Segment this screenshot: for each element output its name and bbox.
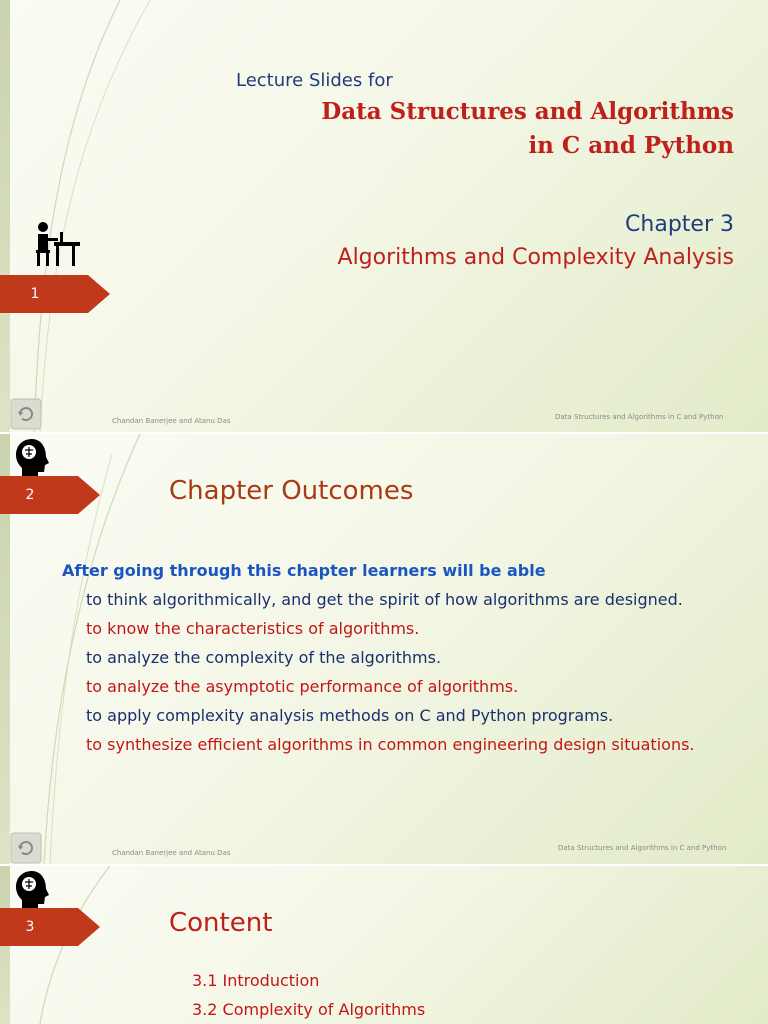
slide-number-tab xyxy=(0,275,88,313)
list-item xyxy=(192,970,425,999)
outcome-item: to apply complexity analysis methods on C and Python programs. xyxy=(86,706,614,725)
content-item: 3.2 Complexity of Algorithms xyxy=(192,1000,426,1019)
footer-authors: Chandan Banerjee and Atanu Das xyxy=(112,849,231,857)
book-title-line-2: in C and Python xyxy=(528,132,734,159)
tab-arrow xyxy=(88,275,110,313)
list-item xyxy=(192,999,425,1024)
outcome-item: to think algorithmically, and get the spirit of how algorithms are designed. xyxy=(86,590,683,609)
slide-heading: Content xyxy=(169,908,273,938)
tab-arrow xyxy=(78,476,100,514)
tab-arrow xyxy=(78,908,100,946)
content-item: 3.1 Introduction xyxy=(192,971,320,990)
outcomes-list xyxy=(62,560,546,589)
slide-number-tab xyxy=(0,476,78,514)
slide-number-tab xyxy=(0,908,78,946)
chapter-number: Chapter 3 xyxy=(625,212,734,237)
footer-authors: Chandan Banerjee and Atanu Das xyxy=(112,417,231,425)
slide-number: 3 xyxy=(25,919,35,935)
list-item xyxy=(62,560,546,589)
list-item xyxy=(86,589,695,618)
book-title-line-1: Data Structures and Algorithms xyxy=(321,98,734,125)
list-item xyxy=(86,676,695,705)
list-item xyxy=(86,705,695,734)
outcome-item: to analyze the asymptotic performance of algorithms. xyxy=(86,677,519,696)
outcome-item: to know the characteristics of algorithms. xyxy=(86,619,420,638)
brain-head-icon xyxy=(14,870,52,910)
refresh-icon[interactable] xyxy=(10,832,42,864)
slide-1 xyxy=(0,0,768,432)
outcome-item: to synthesize efficient algorithms in common engineering design situations. xyxy=(86,735,695,754)
person-at-desk-icon xyxy=(32,220,82,268)
left-accent-bar xyxy=(0,0,10,432)
slide-2 xyxy=(0,434,768,864)
footer-book-title: Data Structures and Algorithms in C and Python xyxy=(555,413,724,421)
outcome-intro: After going through this chapter learners will be able xyxy=(62,561,546,580)
brain-head-icon xyxy=(14,438,52,478)
slide-3 xyxy=(0,866,768,1024)
decorative-swoosh xyxy=(0,0,200,432)
list-item xyxy=(86,647,695,676)
footer-book-title: Data Structures and Algorithms in C and Python xyxy=(558,844,727,852)
chapter-title: Algorithms and Complexity Analysis xyxy=(337,245,734,270)
slide-number: 2 xyxy=(25,487,35,503)
list-item xyxy=(86,734,695,763)
outcome-item: to analyze the complexity of the algorithms. xyxy=(86,648,442,667)
slide-number: 1 xyxy=(30,286,40,302)
slide-heading: Chapter Outcomes xyxy=(169,476,414,506)
list-item xyxy=(86,618,695,647)
outcomes-sublist xyxy=(86,589,695,763)
content-list xyxy=(192,970,425,1024)
lecture-label: Lecture Slides for xyxy=(236,70,393,91)
refresh-icon[interactable] xyxy=(10,398,42,430)
